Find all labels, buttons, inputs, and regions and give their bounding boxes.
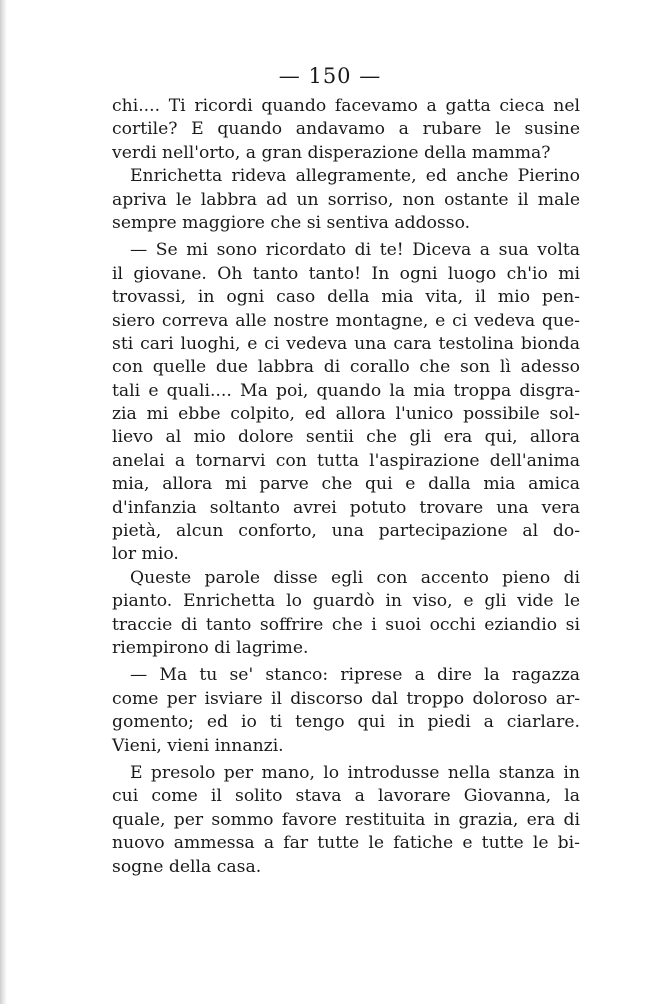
text-line: chi.... Ti ricordi quando facevamo a gatta cieca nel	[112, 96, 580, 116]
text-line: riempirono di lagrime.	[112, 637, 309, 658]
text-line: — Se mi sono ricordato di te! Diceva a sua volta	[130, 240, 580, 261]
text-line: cui come il solito stava a lavorare Giovanna, la	[112, 786, 580, 807]
text-line: quale, per sommo favore restituita in grazia, era di	[112, 809, 580, 830]
text-line: il giovane. Oh tanto tanto! In ogni luogo ch'io mi	[112, 263, 580, 284]
text-line: nuovo ammessa a far tutte le fatiche e tutte le bi-	[112, 833, 580, 854]
text-line: Queste parole disse egli con accento pieno di	[130, 567, 580, 588]
text-line: pianto. Enrichetta lo guardò in viso, e gli vide le	[112, 591, 580, 612]
text-line: zia mi ebbe colpito, ed allora l'unico possibile sol-	[112, 404, 580, 425]
text-line: gomento; ed io ti tengo qui in piedi a ciarlare.	[112, 712, 580, 733]
text-line: come per isviare il discorso dal troppo doloroso ar-	[112, 688, 580, 709]
text-line: — Ma tu se' stanco: riprese a dire la ragazza	[130, 665, 580, 686]
text-line: tali e quali.... Ma poi, quando la mia troppa disgra-	[112, 380, 580, 401]
text-line: sogne della casa.	[112, 856, 262, 877]
text-line: anelai a tornarvi con tutta l'aspirazione dell'anima	[112, 450, 580, 471]
text-line: traccie di tanto soffrire che i suoi occhi eziandio si	[112, 614, 580, 635]
text-line: lievo al mio dolore sentii che gli era qui, allora	[112, 427, 580, 448]
text-line: d'infanzia soltanto avrei potuto trovare una vera	[112, 497, 580, 518]
text-line: sti cari luoghi, e ci vedeva una cara testolina bionda	[112, 333, 580, 354]
text-line: siero correva alle nostre montagne, e ci vedeva que-	[112, 310, 580, 331]
page-edge-shadow	[0, 0, 7, 1004]
text-line: E presolo per mano, lo introdusse nella stanza in	[130, 762, 580, 783]
text-line: sempre maggiore che si sentiva addosso.	[112, 212, 471, 233]
text-line: verdi nell'orto, a gran disperazione della mamma?	[112, 142, 551, 163]
text-line: trovassi, in ogni caso della mia vita, il mio pen-	[112, 287, 580, 308]
text-line: Enrichetta rideva allegramente, ed anche Pierino	[130, 166, 580, 187]
text-line: cortile? E quando andavamo a rubare le susine	[112, 119, 580, 140]
text-line: mia, allora mi parve che qui e dalla mia amica	[112, 474, 580, 495]
text-line: lor mio.	[112, 544, 179, 565]
text-line: pietà, alcun conforto, una partecipazione al do-	[112, 521, 580, 542]
page-text-body	[112, 95, 580, 879]
text-line: Vieni, vieni innanzi.	[112, 735, 284, 756]
text-line: con quelle due labbra di corallo che son lì adesso	[112, 357, 580, 378]
text-line: apriva le labbra ad un sorriso, non ostante il male	[112, 189, 580, 210]
page-number: — 150 —	[278, 64, 382, 88]
